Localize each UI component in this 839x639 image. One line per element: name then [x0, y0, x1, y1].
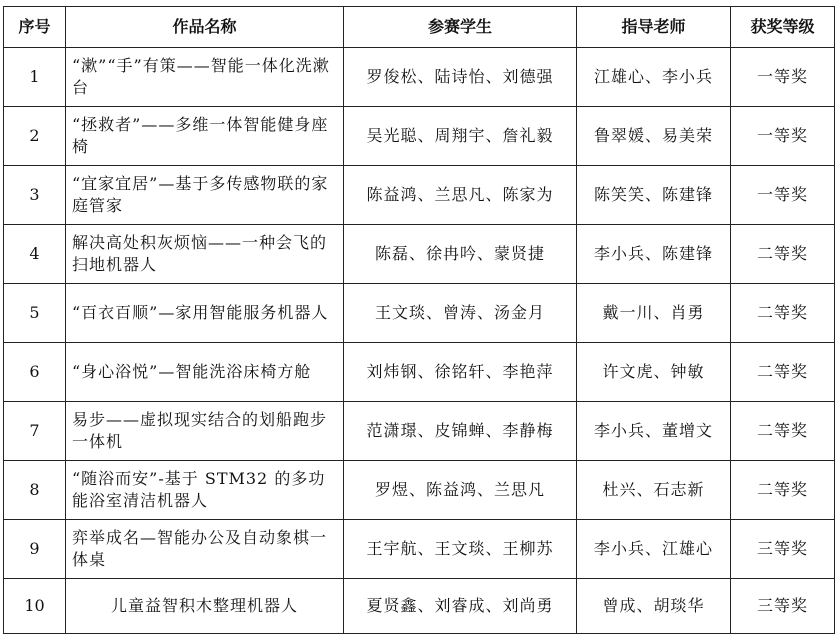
cell-students: 王文琰、曾涛、汤金月 [344, 284, 577, 343]
cell-students: 王宇航、王文琰、王柳苏 [344, 520, 577, 579]
cell-students: 罗煜、陈益鸿、兰思凡 [344, 461, 577, 520]
table-row [4, 225, 835, 284]
cell-title: “宜家宜居”—基于多传感物联的家庭管家 [66, 166, 344, 225]
cell-level: 二等奖 [731, 461, 835, 520]
cell-teachers: 李小兵、董增文 [577, 402, 731, 461]
cell-no: 3 [4, 166, 66, 225]
header-no: 序号 [4, 7, 66, 48]
cell-level: 二等奖 [731, 225, 835, 284]
cell-students: 范潇璟、皮锦蝉、李静梅 [344, 402, 577, 461]
cell-teachers: 鲁翠媛、易美荣 [577, 107, 731, 166]
cell-title: “拯救者”——多维一体智能健身座椅 [66, 107, 344, 166]
cell-level: 二等奖 [731, 284, 835, 343]
cell-no: 10 [4, 579, 66, 634]
cell-no: 1 [4, 48, 66, 107]
cell-title: 易步——虚拟现实结合的划船跑步一体机 [66, 402, 344, 461]
cell-students: 刘炜钢、徐铭轩、李艳萍 [344, 343, 577, 402]
cell-students: 吴光聪、周翔宇、詹礼毅 [344, 107, 577, 166]
header-row [4, 7, 835, 48]
cell-title: “漱”“手”有策——智能一体化洗漱台 [66, 48, 344, 107]
cell-title: 弈举成名—智能办公及自动象棋一体桌 [66, 520, 344, 579]
cell-no: 6 [4, 343, 66, 402]
table-row [4, 107, 835, 166]
cell-no: 2 [4, 107, 66, 166]
cell-level: 一等奖 [731, 48, 835, 107]
table-row [4, 520, 835, 579]
table-row [4, 166, 835, 225]
table-row [4, 48, 835, 107]
cell-no: 9 [4, 520, 66, 579]
cell-teachers: 戴一川、肖勇 [577, 284, 731, 343]
header-students: 参赛学生 [344, 7, 577, 48]
cell-level: 一等奖 [731, 107, 835, 166]
cell-no: 5 [4, 284, 66, 343]
cell-title: 儿童益智积木整理机器人 [66, 579, 344, 634]
table-row [4, 579, 835, 634]
cell-title: 解决高处积灰烦恼——一种会飞的扫地机器人 [66, 225, 344, 284]
cell-students: 陈益鸿、兰思凡、陈家为 [344, 166, 577, 225]
cell-teachers: 陈笑笑、陈建锋 [577, 166, 731, 225]
cell-title: “随浴而安”-基于 STM32 的多功能浴室清洁机器人 [66, 461, 344, 520]
cell-level: 二等奖 [731, 343, 835, 402]
cell-no: 4 [4, 225, 66, 284]
awards-table [3, 6, 835, 634]
cell-teachers: 许文虎、钟敏 [577, 343, 731, 402]
cell-title: “百衣百顺”—家用智能服务机器人 [66, 284, 344, 343]
table-row [4, 284, 835, 343]
header-title: 作品名称 [66, 7, 344, 48]
cell-teachers: 杜兴、石志新 [577, 461, 731, 520]
cell-level: 三等奖 [731, 520, 835, 579]
header-level: 获奖等级 [731, 7, 835, 48]
cell-level: 三等奖 [731, 579, 835, 634]
cell-students: 夏贤鑫、刘睿成、刘尚勇 [344, 579, 577, 634]
cell-title: “身心浴悦”—智能洗浴床椅方舱 [66, 343, 344, 402]
header-teachers: 指导老师 [577, 7, 731, 48]
table-row [4, 343, 835, 402]
cell-teachers: 李小兵、陈建锋 [577, 225, 731, 284]
cell-teachers: 李小兵、江雄心 [577, 520, 731, 579]
cell-no: 7 [4, 402, 66, 461]
table-row [4, 402, 835, 461]
cell-students: 罗俊松、陆诗怡、刘德强 [344, 48, 577, 107]
cell-level: 一等奖 [731, 166, 835, 225]
cell-students: 陈磊、徐冉吟、蒙贤捷 [344, 225, 577, 284]
cell-teachers: 江雄心、李小兵 [577, 48, 731, 107]
table-row [4, 461, 835, 520]
cell-teachers: 曾成、胡琰华 [577, 579, 731, 634]
cell-no: 8 [4, 461, 66, 520]
cell-level: 二等奖 [731, 402, 835, 461]
